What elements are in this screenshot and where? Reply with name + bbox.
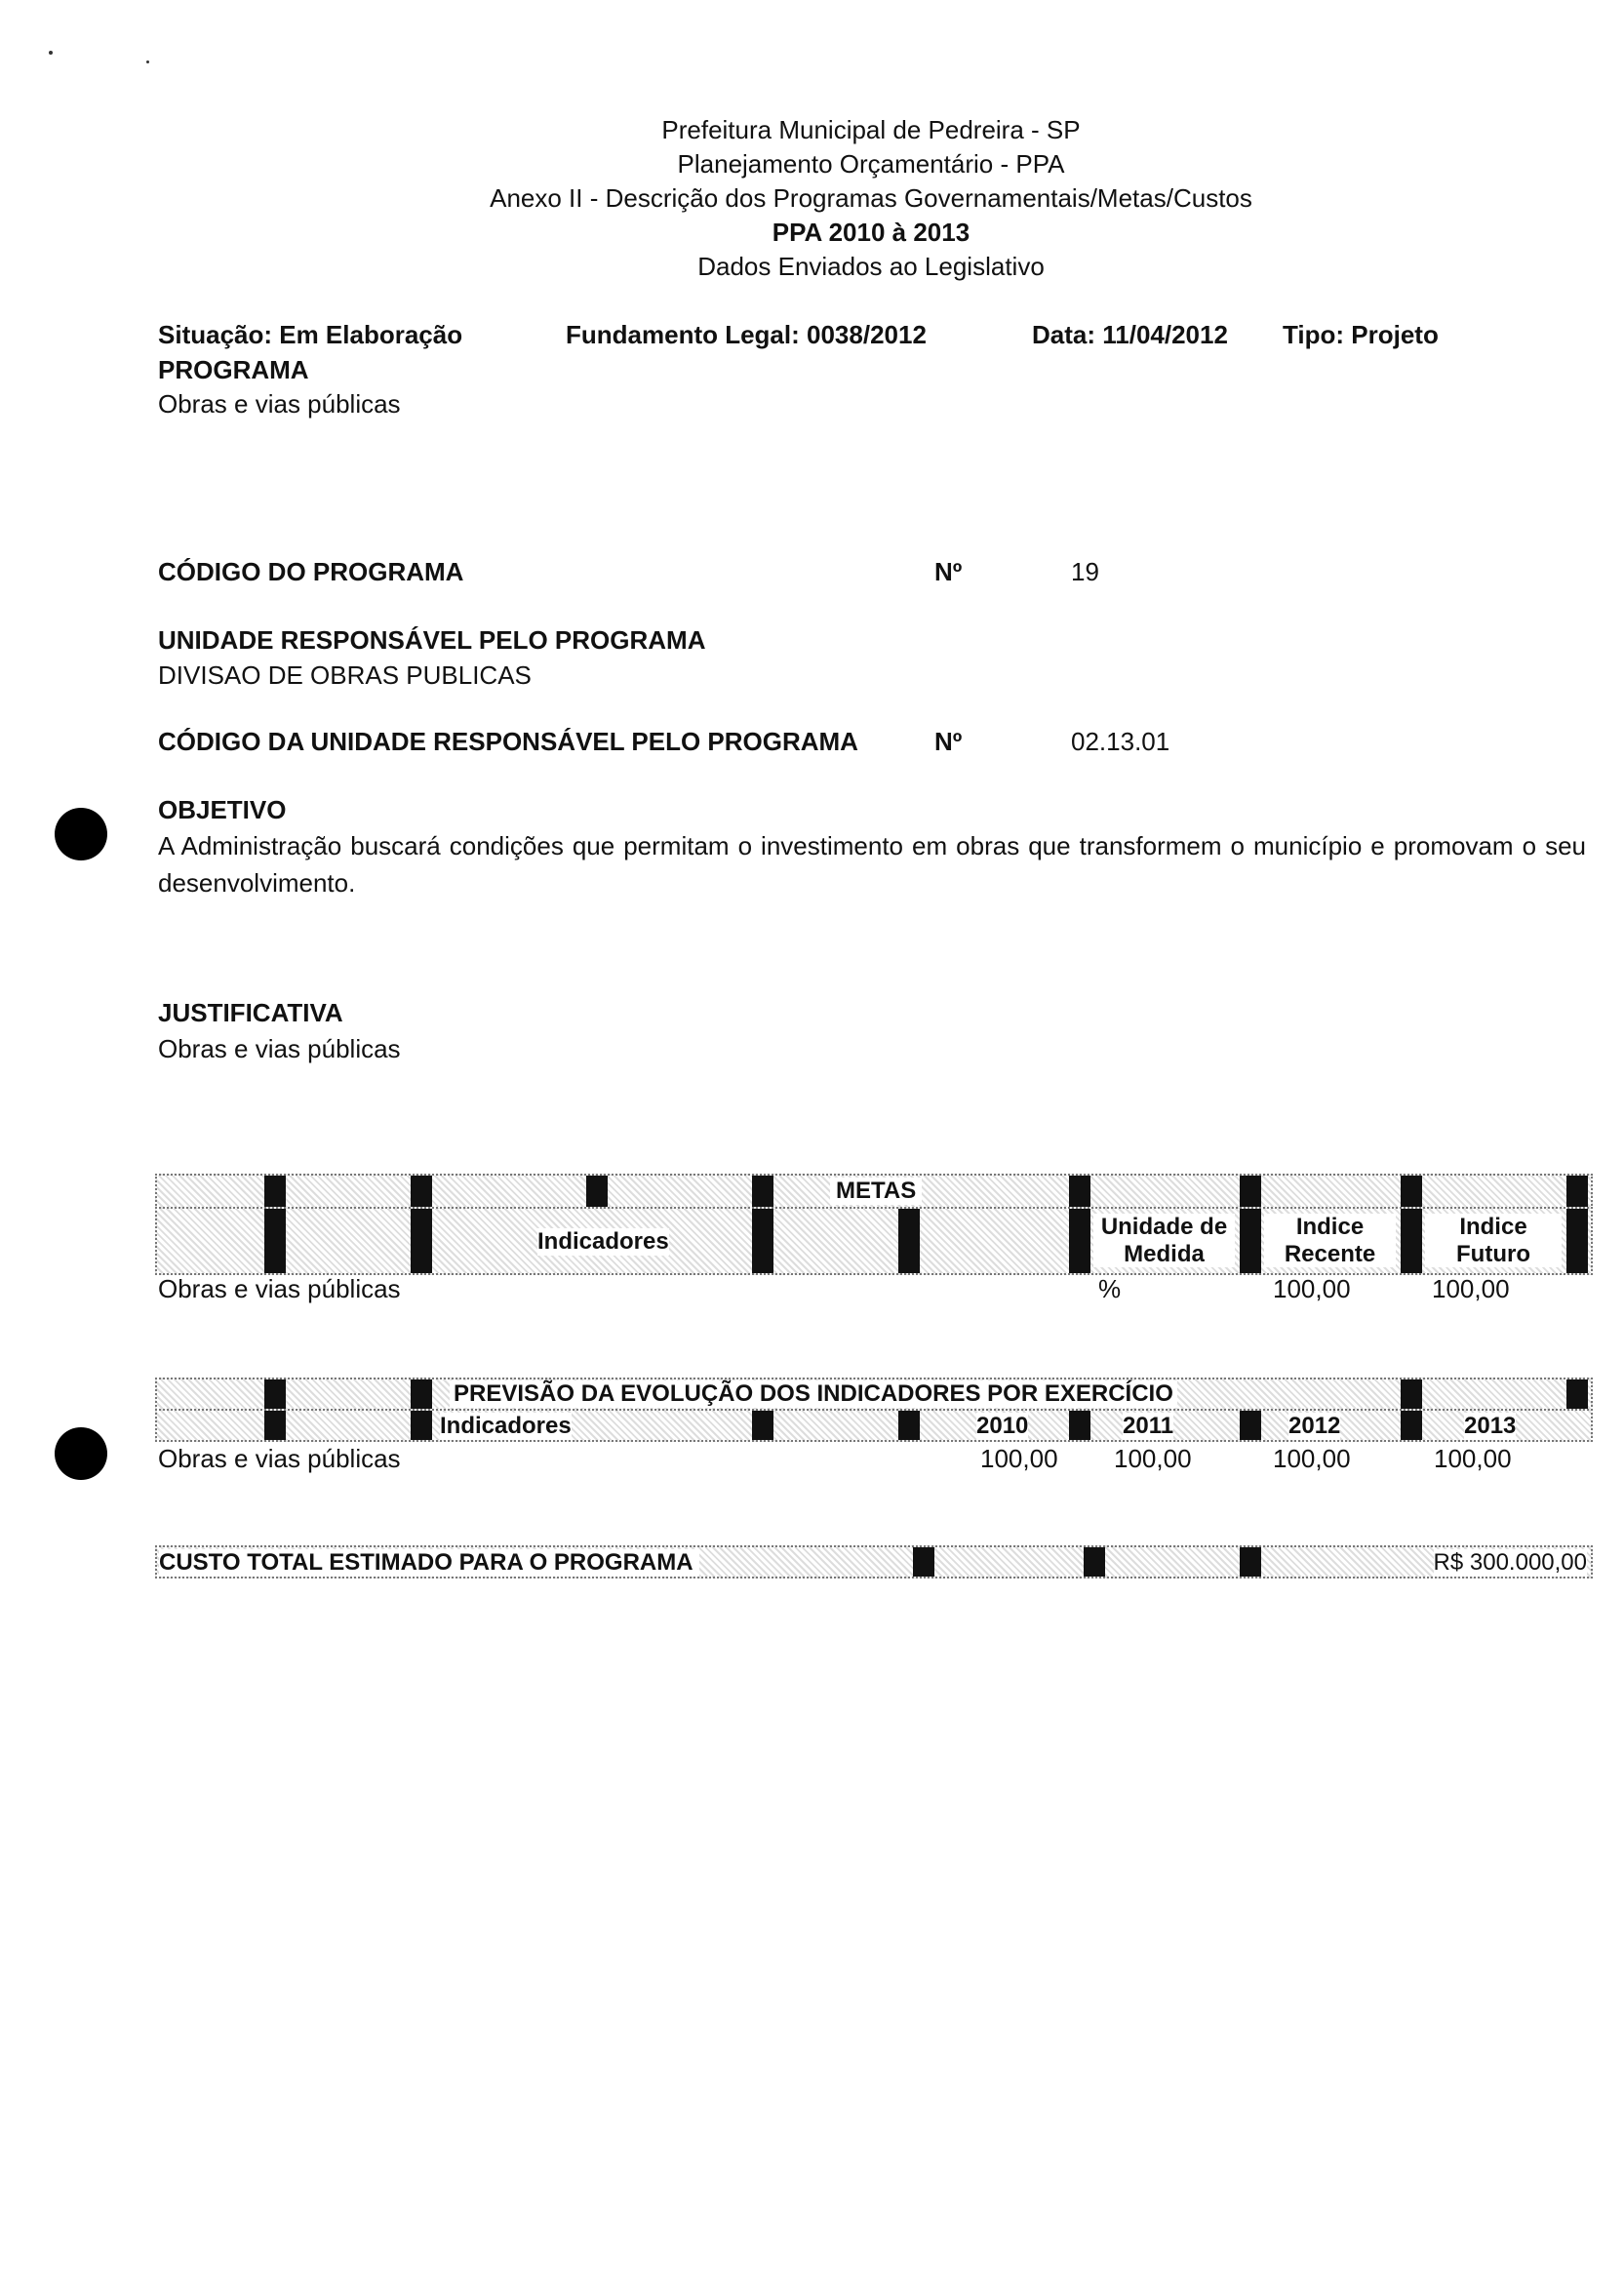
previsao-col-2013: 2013 [1464,1413,1517,1439]
codigo-programa-value: 19 [1071,557,1099,586]
previsao-col-2011: 2011 [1123,1413,1174,1439]
justificativa-text: Obras e vias públicas [158,1034,401,1063]
previsao-2012: 100,00 [1273,1444,1351,1473]
fundamento-legal: Fundamento Legal: 0038/2012 [566,320,927,349]
header-line-1: Prefeitura Municipal de Pedreira - SP [661,115,1081,144]
tipo: Tipo: Projeto [1283,320,1439,349]
punch-hole [55,808,107,860]
justificativa-label: JUSTIFICATIVA [158,998,343,1027]
scan-speck [49,51,53,55]
custo-bar [155,1545,1593,1579]
custo-label: CUSTO TOTAL ESTIMADO PARA O PROGRAMA [159,1549,699,1577]
objetivo-label: OBJETIVO [158,795,287,824]
programa-label: PROGRAMA [158,355,309,384]
metas-indicador: Obras e vias públicas [158,1274,401,1303]
codigo-unidade-no: Nº [934,727,963,756]
previsao-indicador: Obras e vias públicas [158,1444,401,1473]
previsao-col-2012: 2012 [1288,1413,1341,1439]
scan-speck [146,60,149,63]
custo-value: R$ 300.000,00 [1433,1549,1587,1576]
previsao-title: PREVISÃO DA EVOLUÇÃO DOS INDICADORES POR EXERCÍCIO [450,1380,1177,1408]
metas-recente: 100,00 [1273,1274,1351,1303]
metas-unidade: % [1098,1274,1122,1303]
metas-title-bar [155,1174,1593,1209]
previsao-col-indicadores: Indicadores [440,1413,572,1439]
codigo-unidade-value: 02.13.01 [1071,727,1170,756]
unidade-label: UNIDADE RESPONSÁVEL PELO PROGRAMA [158,625,706,655]
programa-value: Obras e vias públicas [158,389,401,419]
situacao: Situação: Em Elaboração [158,320,463,349]
metas-header-row [155,1207,1593,1275]
previsao-2010: 100,00 [980,1444,1058,1473]
metas-col-futuro: Indice Futuro [1425,1214,1562,1267]
codigo-unidade-label: CÓDIGO DA UNIDADE RESPONSÁVEL PELO PROGRAMA [158,727,858,756]
unidade-value: DIVISAO DE OBRAS PUBLICAS [158,660,532,690]
codigo-programa-label: CÓDIGO DO PROGRAMA [158,557,464,586]
metas-col-unidade: Unidade de Medida [1093,1214,1235,1267]
metas-title: METAS [830,1178,922,1205]
previsao-title-bar [155,1378,1593,1411]
metas-col-indicadores: Indicadores [537,1228,669,1255]
header-line-4: PPA 2010 à 2013 [772,218,970,247]
objetivo-text: A Administração buscará condições que permitam o investimento em obras que transformem o município e promovam o seu desenvolvimento. [158,831,1586,898]
metas-col-recente: Indice Recente [1264,1214,1396,1267]
previsao-col-2010: 2010 [976,1413,1029,1439]
previsao-2013: 100,00 [1434,1444,1512,1473]
previsao-2011: 100,00 [1114,1444,1192,1473]
header-line-5: Dados Enviados ao Legislativo [697,252,1045,281]
punch-hole [55,1427,107,1480]
header-line-2: Planejamento Orçamentário - PPA [677,149,1065,179]
data: Data: 11/04/2012 [1032,320,1228,349]
codigo-programa-no: Nº [934,557,963,586]
metas-futuro: 100,00 [1432,1274,1510,1303]
header-line-3: Anexo II - Descrição dos Programas Governamentais/Metas/Custos [490,183,1252,213]
previsao-header-row [155,1409,1593,1442]
